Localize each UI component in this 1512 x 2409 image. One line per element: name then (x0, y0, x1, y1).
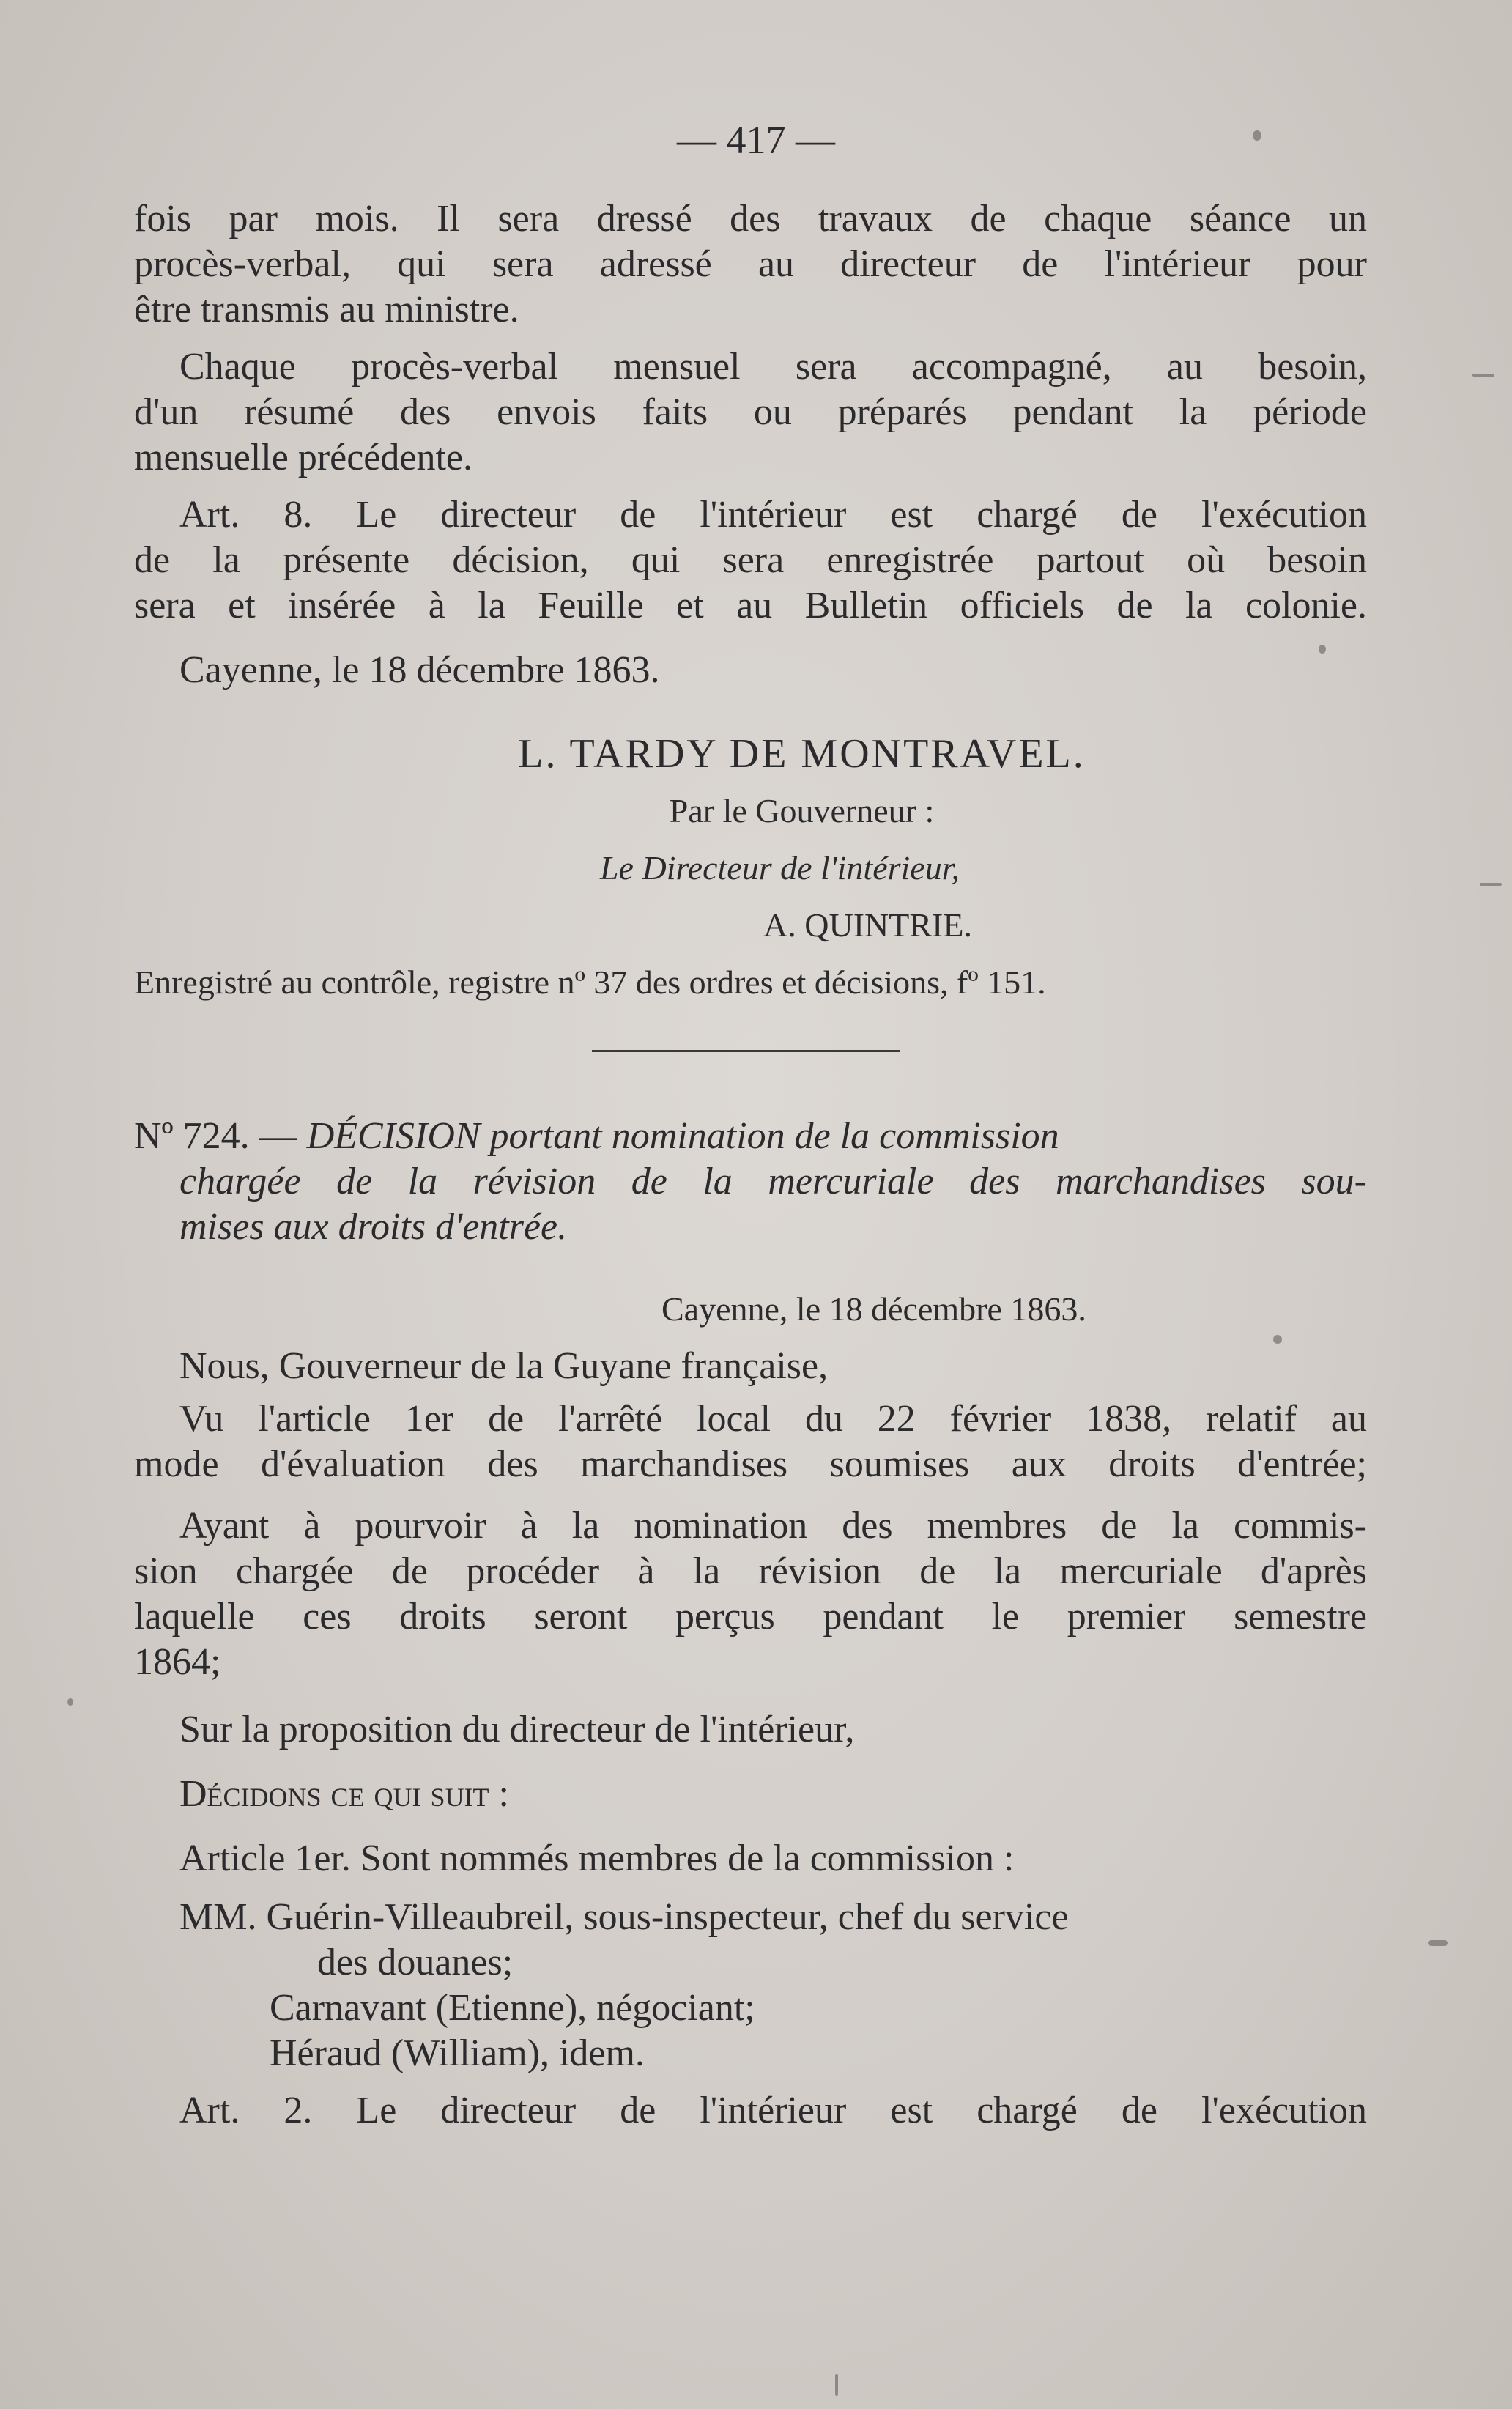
decision-title-line: mises aux droits d'entrée. (179, 1206, 568, 1248)
paragraph-line: Chaque procès-verbal mensuel sera accompagné, au besoin, (179, 346, 1367, 388)
enregistre-line: Enregistré au contrôle, registre nº 37 des ordres et décisions, fº 151. (134, 963, 1046, 1001)
paragraph-line: procès-verbal, qui sera adressé au directeur de l'intérieur pour (134, 243, 1367, 285)
member-line: Héraud (William), idem. (270, 2032, 645, 2074)
vu-line: mode d'évaluation des marchandises soumises aux droits d'entrée; (134, 1443, 1367, 1485)
speck (1472, 374, 1494, 377)
ayant-line: sion chargée de procéder à la révision de la mercuriale d'après (134, 1550, 1367, 1592)
speck (1428, 1940, 1448, 1946)
decision-title-line: chargée de la révision de la mercuriale des marchandises sou- (179, 1161, 1367, 1202)
decision-date: Cayenne, le 18 décembre 1863. (662, 1290, 1086, 1328)
decidons-line: Décidons ce qui suit : (179, 1773, 509, 1815)
nous-line: Nous, Gouverneur de la Guyane française, (179, 1345, 829, 1387)
paragraph-line: fois par mois. Il sera dressé des travaux de chaque séance un (134, 198, 1367, 240)
governor-signature: L. TARDY DE MONTRAVEL. (518, 731, 1086, 777)
vu-line: Vu l'article 1er de l'arrêté local du 22 février 1838, relatif au (179, 1398, 1367, 1440)
paragraph-line: sera et insérée à la Feuille et au Bulletin officiels de la colonie. (134, 585, 1367, 626)
directeur-name: A. QUINTRIE. (763, 906, 972, 944)
article1-line: Article 1er. Sont nommés membres de la commission : (179, 1838, 1015, 1879)
paragraph-line: être transmis au ministre. (134, 289, 519, 330)
speck (1480, 883, 1502, 886)
decision-title: DÉCISION portant nomination de la commission (306, 1115, 1059, 1157)
art2-line: Art. 2. Le directeur de l'intérieur est chargé de l'exécution (179, 2090, 1367, 2131)
speck (835, 2374, 838, 2396)
decision-heading-line (134, 1114, 1367, 1159)
page-number: — 417 — (677, 118, 835, 162)
speck (67, 1698, 73, 1706)
par-le-gouverneur: Par le Gouverneur : (669, 792, 935, 829)
member-line: MM. Guérin-Villeaubreil, sous-inspecteur, chef du service (179, 1896, 1069, 1938)
paragraph-line: d'un résumé des envois faits ou préparés pendant la période (134, 391, 1367, 433)
paragraph-line: de la présente décision, qui sera enregistrée partout où besoin (134, 539, 1367, 581)
ayant-line: 1864; (134, 1641, 221, 1683)
ayant-line: Ayant à pourvoir à la nomination des membres de la commis- (179, 1505, 1367, 1547)
member-line: des douanes; (317, 1942, 514, 1983)
sur-line: Sur la proposition du directeur de l'intérieur, (179, 1709, 855, 1750)
decision-number: Nº 724. — (134, 1115, 297, 1157)
paragraph-line: Art. 8. Le directeur de l'intérieur est chargé de l'exécution (179, 494, 1367, 536)
ayant-line: laquelle ces droits seront perçus pendant le premier semestre (134, 1596, 1367, 1638)
section-divider (592, 1050, 900, 1052)
directeur-title: Le Directeur de l'intérieur, (599, 849, 960, 887)
member-line: Carnavant (Etienne), négociant; (270, 1987, 755, 2029)
date-line: Cayenne, le 18 décembre 1863. (179, 649, 660, 691)
speck (1273, 1335, 1282, 1344)
paragraph-line: mensuelle précédente. (134, 437, 472, 478)
